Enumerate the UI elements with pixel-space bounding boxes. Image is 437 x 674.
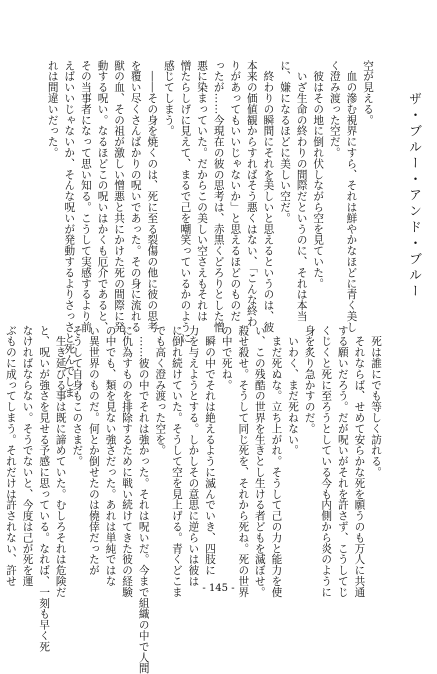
chapter-title: ザ・ブルー・アンド・ブルー [406,92,421,300]
section-divider [28,310,409,311]
lower-text-block: 死は誰にでも等しく訪れる。 それならば、せめて安らかな死を願うのも万人に共通 する願いだろう。だが呪いがそれを許さず、こうしてじ くじくと死に至ろうとしている今も内側から炎のように 身を炙り急かすのだ。 いわく、まだ死ねない。 まだ死ぬな。立ち上がれ。そうして己の力と能力を使 い、この残酷の世界を生きとし生ける者どもを滅ぼせ。 殺せ殺せ。そうして同じ死を、それから死ね。死の世界 の中で死ね。 瞬の中でそれは絶えるように滅んでいき、四肢に 力を与えようとする。しかしその意思に逆らいは彼は に倒れ続けていた。そうして空を見上げる。青くどこま でも高く澄み渡った空を。 ……彼の中でそれは強かった。それは呪いだ。今まで組織の中で人間 に仇為すものを排除するために戦い続けてきた彼の経験 の中でも、類を見ない強さだった。あれは単純ではな い異世界のものだ。何とか倒せたのは僥倖だったが そうして自身もこのさまだ。 生き延びる事は既に諦めていた。むしろそれは危険だ と、呪いが強さを見せる予感に思っている。なれば、一刻も早く死 なければならない。そうでないと、今度は己が死を運 ぶものに成ってしまう。それだけは許されない、許せ [4,325,382,674]
upper-text-block: 空が見える。 血の滲む視界にすら、それは鮮やかなほどに青く美し く澄み渡った空だ。 彼はその地に倒れ伏しながら空を見ていた。 いざ生命の終わりの間際だというのに、それは本当 に、嫌になるほどに美しい空だ。 終わりの瞬間にそれを美しいと思えるというのは、彼 本来の価値観からすればそう悪くはない、「こんな終わ りがあってもいいじゃないか」と思えるほどのものだ ったが……今現在の彼の思考は、赤黒くどろりとした憎 悪に染まっていた。だからこの美しい空さえもそれは 憎たらしげに見えて、まるで己を嘲笑っているかのように 感じてしまう。 ――その身を焼くのは、死に至る裂傷の他に彼の思考 を覆い尽くさんばかりの呪いであった。その身に流れる 獣の血、その祖が激しい憎悪と共にかけた死の間際に発 動する呪い。なるほどこの呪いはかくも厄介であると、 その当事者になって思い知る。こうして実感するより前 えばいいじゃないか、そんな呪いが発動するよりさっさと死んでしま れは間違いだった。 [46,60,374,398]
page-number: - 145 - [202,583,235,594]
